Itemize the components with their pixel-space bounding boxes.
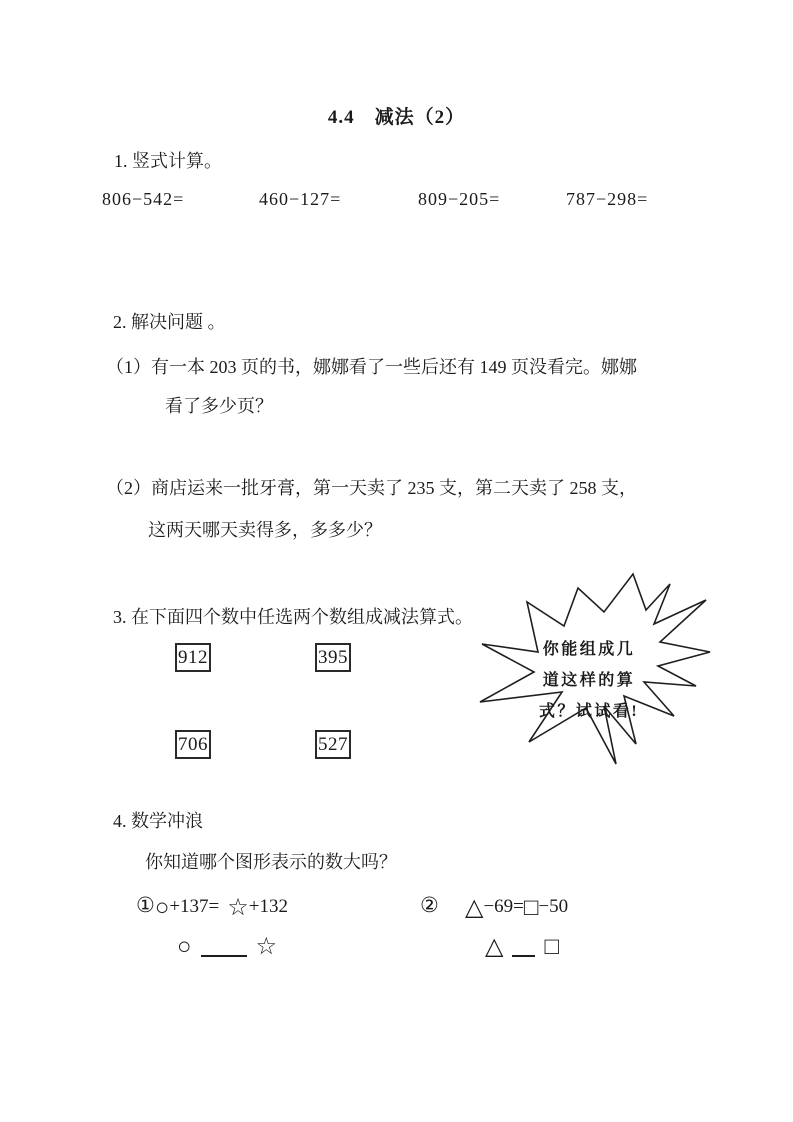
square-symbol: □ bbox=[523, 895, 539, 921]
starburst-line3: 式？试试看! bbox=[538, 703, 640, 720]
q3-label: 3. 在下面四个数中任选两个数组成减法算式。 bbox=[113, 607, 473, 627]
q2-item1-line2: 看了多少页？ bbox=[165, 396, 273, 416]
q2-item2-line1: （2）商店运来一批牙膏，第一天卖了 235 支，第二天卖了 258 支， bbox=[106, 478, 637, 498]
number-box-706: 706 bbox=[175, 730, 211, 759]
star-symbol: ☆ bbox=[255, 934, 278, 960]
q4-compare-1 bbox=[177, 931, 277, 961]
page-title: 4.4 减法（2） bbox=[327, 107, 466, 128]
triangle-symbol: △ bbox=[465, 895, 484, 921]
q1-problem-1: 806−542= bbox=[102, 189, 185, 209]
circle-symbol: ○ bbox=[177, 934, 192, 960]
circle-symbol: ○ bbox=[154, 895, 170, 921]
number-box-912: 912 bbox=[175, 643, 211, 672]
q1-problem-4: 787−298= bbox=[566, 189, 649, 209]
q4-question: 你知道哪个图形表示的数大吗？ bbox=[145, 852, 397, 872]
starburst-text bbox=[498, 634, 680, 727]
starburst-line2: 道这样的算 bbox=[542, 672, 636, 689]
starburst-line1: 你能组成几 bbox=[542, 641, 636, 658]
q1-problem-3: 809−205= bbox=[418, 189, 501, 209]
square-symbol: □ bbox=[544, 934, 559, 960]
q2-item2-line2: 这两天哪天卖得多，多多少？ bbox=[148, 520, 382, 540]
q2-item1-line1: （1）有一本 203 页的书，娜娜看了一些后还有 149 页没看完。娜娜 bbox=[106, 357, 637, 377]
answer-blank-line bbox=[512, 931, 535, 957]
q2-label: 2. 解决问题 。 bbox=[113, 312, 226, 332]
number-box-395: 395 bbox=[315, 643, 351, 672]
q4-equation-2 bbox=[465, 893, 568, 922]
answer-blank-line bbox=[201, 931, 247, 957]
q4-compare-2 bbox=[485, 931, 559, 961]
star-symbol: ☆ bbox=[227, 895, 249, 921]
q4-equation-1 bbox=[136, 893, 288, 922]
circled-two bbox=[420, 893, 439, 918]
triangle-symbol: △ bbox=[485, 934, 504, 960]
eq1-term2: +132 bbox=[248, 896, 288, 917]
eq1-term1: +137= bbox=[169, 896, 220, 917]
eq2-term1: −69= bbox=[483, 896, 524, 917]
circled-two-glyph: ② bbox=[420, 893, 439, 917]
number-box-527: 527 bbox=[315, 730, 351, 759]
q4-label: 4. 数学冲浪 bbox=[113, 811, 203, 831]
eq2-term2: −50 bbox=[538, 896, 569, 917]
q1-problem-2: 460−127= bbox=[259, 189, 342, 209]
q1-label: 1. 竖式计算。 bbox=[114, 151, 222, 171]
circled-one: ① bbox=[136, 893, 155, 917]
